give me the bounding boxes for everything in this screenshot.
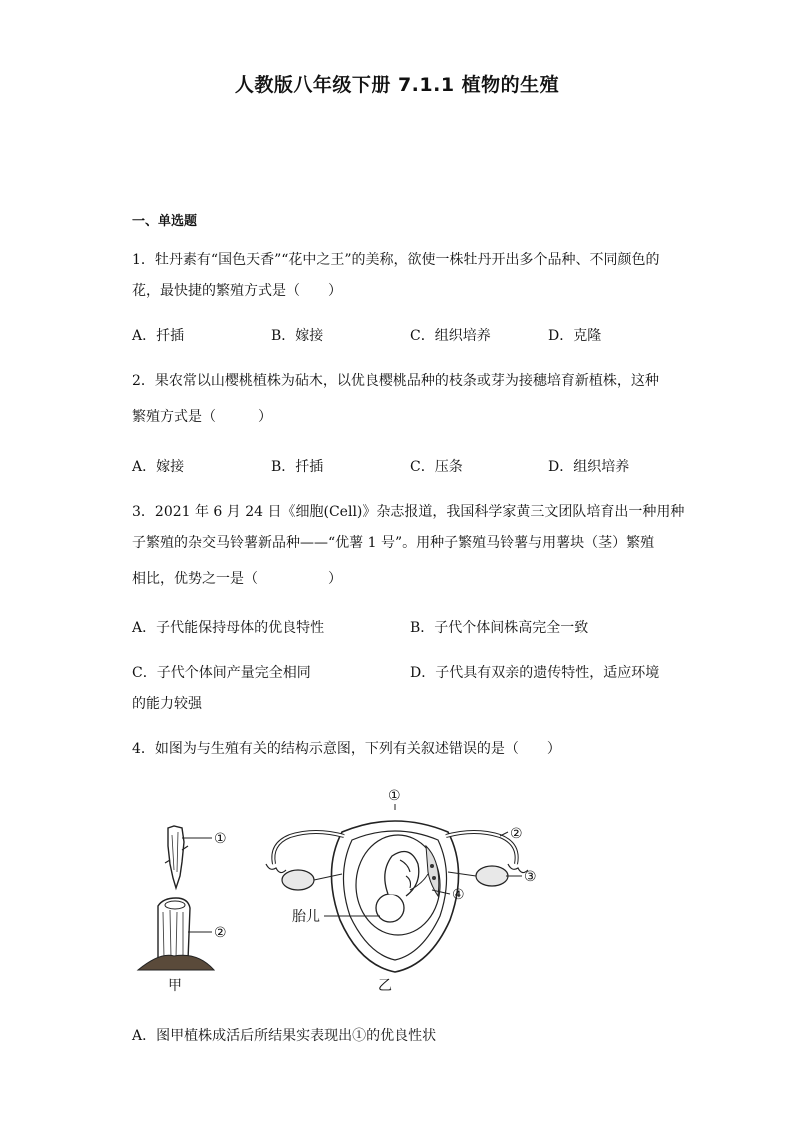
question-1-option-d: D．克隆: [548, 328, 602, 344]
question-4-line-1: 4．如图为与生殖有关的结构示意图，下列有关叙述错误的是（ ）: [132, 741, 561, 757]
placenta-dot: [430, 864, 434, 868]
jia-label: 甲: [168, 978, 182, 994]
question-3-option-a: A．子代能保持母体的优良特性: [132, 620, 325, 636]
question-3-option-d-cont: 的能力较强: [132, 696, 202, 712]
yi-mark-2: ②: [510, 826, 523, 842]
placenta-dot: [432, 876, 436, 880]
fetus-head: [376, 894, 404, 922]
page-title: 人教版八年级下册 7.1.1 植物的生殖: [234, 74, 560, 96]
question-2-option-c: C．压条: [410, 459, 463, 475]
question-1-option-b: B．嫁接: [271, 328, 324, 344]
scion-branch: [168, 826, 184, 888]
yi-label: 乙: [378, 978, 392, 994]
question-3-option-b: B．子代个体间株高完全一致: [410, 620, 589, 636]
question-1-option-c: C．组织培养: [410, 328, 491, 344]
question-2-option-a: A．嫁接: [132, 459, 185, 475]
question-3-line-2: 子繁殖的杂交马铃薯新品种——“优薯 1 号”。用种子繁殖马铃薯与用薯块（茎）繁殖: [132, 535, 655, 551]
left-ovary: [282, 870, 314, 890]
question-2-option-b: B．扦插: [271, 459, 324, 475]
question-1-line-2: 花，最快捷的繁殖方式是（ ）: [132, 283, 342, 299]
question-2-line-2: 繁殖方式是（ ）: [132, 409, 272, 425]
section-heading: 一、单选题: [132, 214, 198, 229]
figure-yi-uterus: [266, 788, 537, 994]
fetus-body: [385, 852, 419, 897]
question-2-line-1: 2．果农常以山樱桃植株为砧木，以优良樱桃品种的枝条或芽为接穗培育新植株，这种: [132, 373, 659, 389]
question-3-line-3: 相比，优势之一是（ ）: [132, 571, 342, 587]
yi-mark-1: ①: [388, 788, 401, 804]
right-ovary: [476, 866, 508, 886]
jia-mark-2: ②: [214, 925, 227, 941]
question-1-option-a: A．扦插: [132, 328, 185, 344]
left-fimbriae: [266, 864, 286, 873]
question-3-option-c: C．子代个体间产量完全相同: [132, 665, 311, 681]
figure-jia-grafting: [138, 826, 227, 994]
reproduction-figure: [130, 780, 570, 995]
question-3-line-1: 3．2021 年 6 月 24 日《细胞(Cell)》杂志报道，我国科学家黄三文团队培育出一种用种: [132, 504, 685, 520]
question-4-option-a: A．图甲植株成活后所结果实表现出①的优良性状: [132, 1028, 437, 1044]
jia-mark-1: ①: [214, 831, 227, 847]
leader-yi-2: [500, 832, 508, 836]
stock-cut: [165, 901, 185, 909]
fetus-label: 胎儿: [292, 909, 320, 925]
soil: [138, 955, 214, 970]
yi-mark-4: ④: [452, 887, 465, 903]
question-3-option-d: D．子代具有双亲的遗传特性，适应环境: [410, 665, 660, 681]
question-1-line-1: 1．牡丹素有“国色天香”“花中之王”的美称，欲使一株牡丹开出多个品种、不同颜色的: [132, 252, 660, 268]
yi-mark-3: ③: [524, 869, 537, 885]
question-2-option-d: D．组织培养: [548, 459, 630, 475]
